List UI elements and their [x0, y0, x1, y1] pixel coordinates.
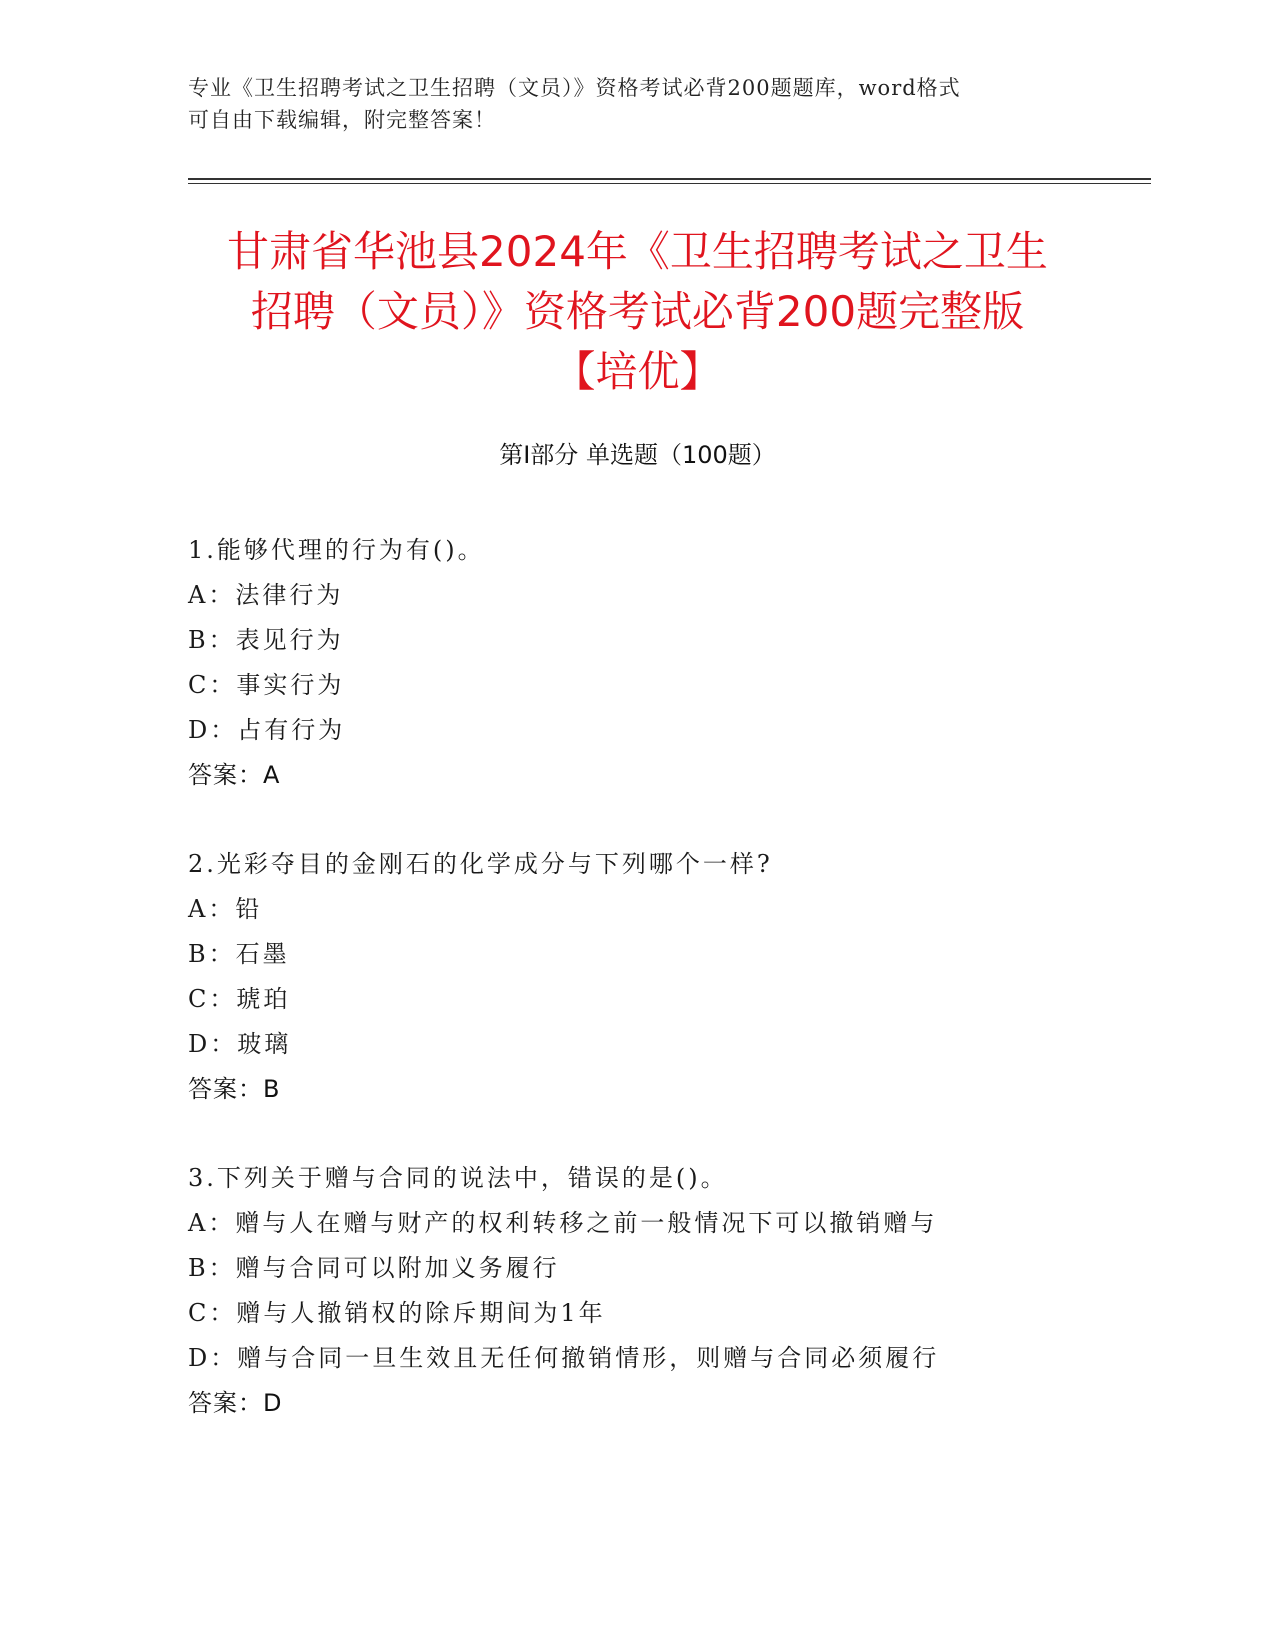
- section-heading: 第Ⅰ部分 单选题（100题）: [499, 441, 776, 469]
- question-text: 2.光彩夺目的金刚石的化学成分与下列哪个一样?: [188, 850, 773, 878]
- option-a: A：铅: [188, 895, 263, 923]
- title-line-2: 招聘（文员）》资格考试必背200题完整版: [250, 287, 1025, 336]
- option-b: B：表见行为: [188, 626, 344, 654]
- option-a: A：法律行为: [188, 581, 344, 609]
- option-b: B：石墨: [188, 940, 290, 968]
- question-text: 1.能够代理的行为有()。: [188, 536, 485, 564]
- option-d: D：占有行为: [188, 716, 346, 744]
- header-divider-thin: [188, 183, 1151, 184]
- question-item-2: [188, 842, 1148, 1112]
- answer-line: 答案：A: [188, 761, 281, 789]
- question-item-3: [188, 1156, 1148, 1426]
- option-d: D：赠与合同一旦生效且无任何撤销情形，则赠与合同必须履行: [188, 1344, 940, 1372]
- title-line-3: 【培优】: [553, 347, 722, 396]
- answer-line: 答案：B: [188, 1075, 281, 1103]
- option-d: D：玻璃: [188, 1030, 292, 1058]
- option-b: B：赠与合同可以附加义务履行: [188, 1254, 560, 1282]
- question-text: 3.下列关于赠与合同的说法中，错误的是()。: [188, 1164, 728, 1192]
- header-note-line-1: 专业《卫生招聘考试之卫生招聘（文员）》资格考试必背200题题库，word格式: [188, 76, 961, 100]
- option-c: C：事实行为: [188, 671, 345, 699]
- option-c: C：琥珀: [188, 985, 291, 1013]
- document-title: [140, 222, 1135, 402]
- answer-line: 答案：D: [188, 1389, 283, 1417]
- header-note-line-2: 可自由下载编辑，附完整答案！: [188, 108, 496, 132]
- option-a: A：赠与人在赠与财产的权利转移之前一般情况下可以撤销赠与: [188, 1209, 938, 1237]
- header-note: [188, 72, 1088, 136]
- question-list: [188, 528, 1148, 1470]
- question-item-1: [188, 528, 1148, 798]
- option-c: C：赠与人撤销权的除斥期间为1年: [188, 1299, 606, 1327]
- title-line-1: 甘肃省华池县2024年《卫生招聘考试之卫生: [227, 227, 1048, 276]
- header-divider-thick: [188, 178, 1151, 180]
